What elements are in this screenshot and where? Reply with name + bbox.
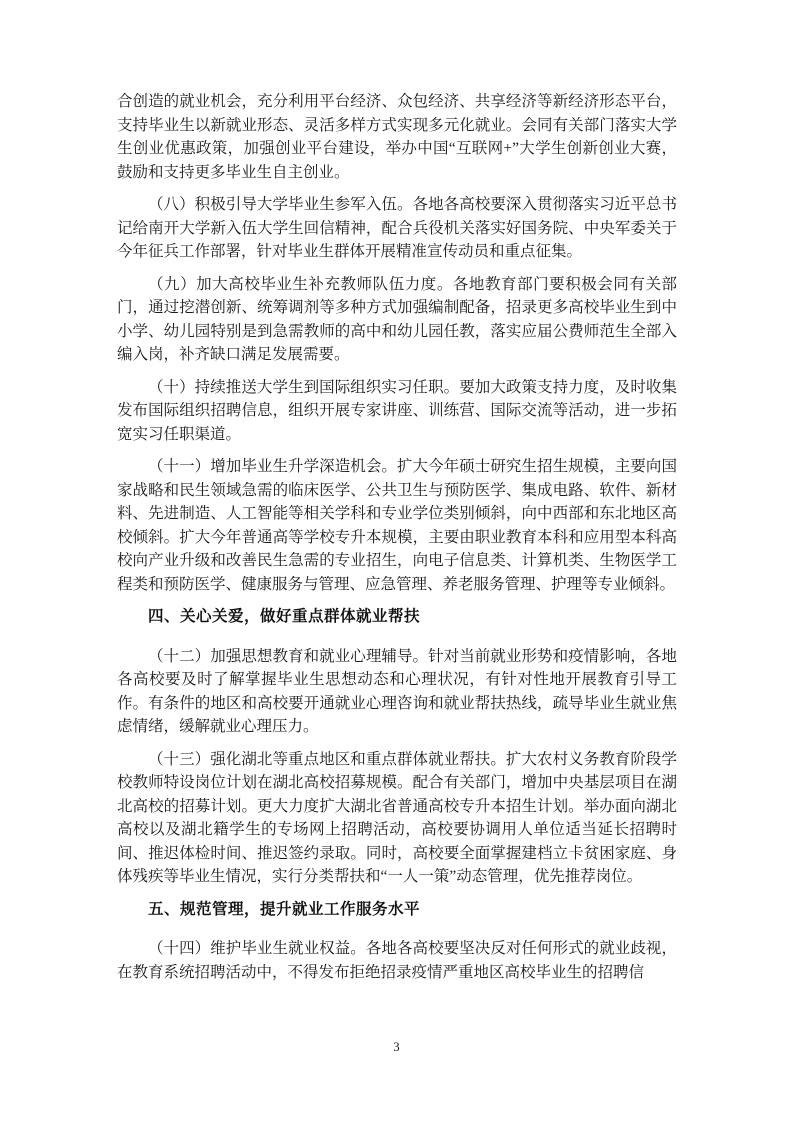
body-paragraph-continuation: 合创造的就业机会，充分利用平台经济、众包经济、共享经济等新经济形态平台，支持毕业生以新就业形态、灵活多样方式实现多元化就业。会同有关部门落实大学生创业优惠政策，加强创业平台建设，举办中国“互联网+”大学生创新创业大赛，鼓励和支持更多毕业生自主创业。 <box>117 93 677 181</box>
document-body <box>117 90 677 993</box>
body-paragraph-item-11: （十一）增加毕业生升学深造机会。扩大今年硕士研究生招生规模，主要向国家战略和民生领域急需的临床医学、公共卫生与预防医学、集成电路、软件、新材料、先进制造、人工智能等相关学科和专业学位类别倾斜，向中西部和东北地区高校倾斜。扩大今年普通高等学校专升本规模，主要由职业教育本科和应用型本科高校向产业升级和改善民生急需的专业招生，向电子信息类、计算机类、生物医学工程类和预防医学、健康服务与管理、应急管理、养老服务管理、护理等专业倾斜。 <box>117 458 677 593</box>
page-number: 3 <box>393 1040 400 1054</box>
body-paragraph-item-10: （十）持续推送大学生到国际组织实习任职。要加大政策支持力度，及时收集发布国际组织招聘信息，组织开展专家讲座、训练营、国际交流等活动，进一步拓宽实习任职渠道。 <box>117 378 677 443</box>
section-heading-4: 四、关心关爱，做好重点群体就业帮扶 <box>148 608 421 625</box>
body-paragraph-item-14: （十四）维护毕业生就业权益。各地各高校要坚决反对任何形式的就业歧视，在教育系统招聘活动中，不得发布拒绝招录疫情严重地区高校毕业生的招聘信 <box>117 940 677 981</box>
body-paragraph-item-9: （九）加大高校毕业生补充教师队伍力度。各地教育部门要积极会同有关部门，通过挖潜创新、统筹调剂等多种方式加强编制配备，招录更多高校毕业生到中小学、幼儿园特别是到急需教师的高中和幼儿园任教，落实应届公费师范生全部入编入岗，补齐缺口满足发展需要。 <box>117 275 677 363</box>
body-paragraph-item-13: （十三）强化湖北等重点地区和重点群体就业帮扶。扩大农村义务教育阶段学校教师特设岗位计划在湖北高校招募规模。配合有关部门，增加中央基层项目在湖北高校的招募计划。更大力度扩大湖北省普通高校专升本招生计划。举办面向湖北高校以及湖北籍学生的专场网上招聘活动，高校要协调用人单位适当延长招聘时间、推迟体检时间、推迟签约录取。同时，高校要全面掌握建档立卡贫困家庭、身体残疾等毕业生情况，实行分类帮扶和“一人一策”动态管理，优先推荐岗位。 <box>117 750 677 885</box>
section-heading-5: 五、规范管理，提升就业工作服务水平 <box>148 900 421 918</box>
body-paragraph-item-8: （八）积极引导大学毕业生参军入伍。各地各高校要深入贯彻落实习近平总书记给南开大学新入伍大学生回信精神，配合兵役机关落实好国务院、中央军委关于今年征兵工作部署，针对毕业生群体开展精准宣传动员和重点征集。 <box>117 196 677 260</box>
body-paragraph-item-12: （十二）加强思想教育和就业心理辅导。针对当前就业形势和疫情影响，各地各高校要及时了解掌握毕业生思想动态和心理状况，有针对性地开展教育引导工作。有条件的地区和高校要开通就业心理咨询和就业帮扶热线，疏导毕业生就业焦虑情绪，缓解就业心理压力。 <box>117 647 677 735</box>
